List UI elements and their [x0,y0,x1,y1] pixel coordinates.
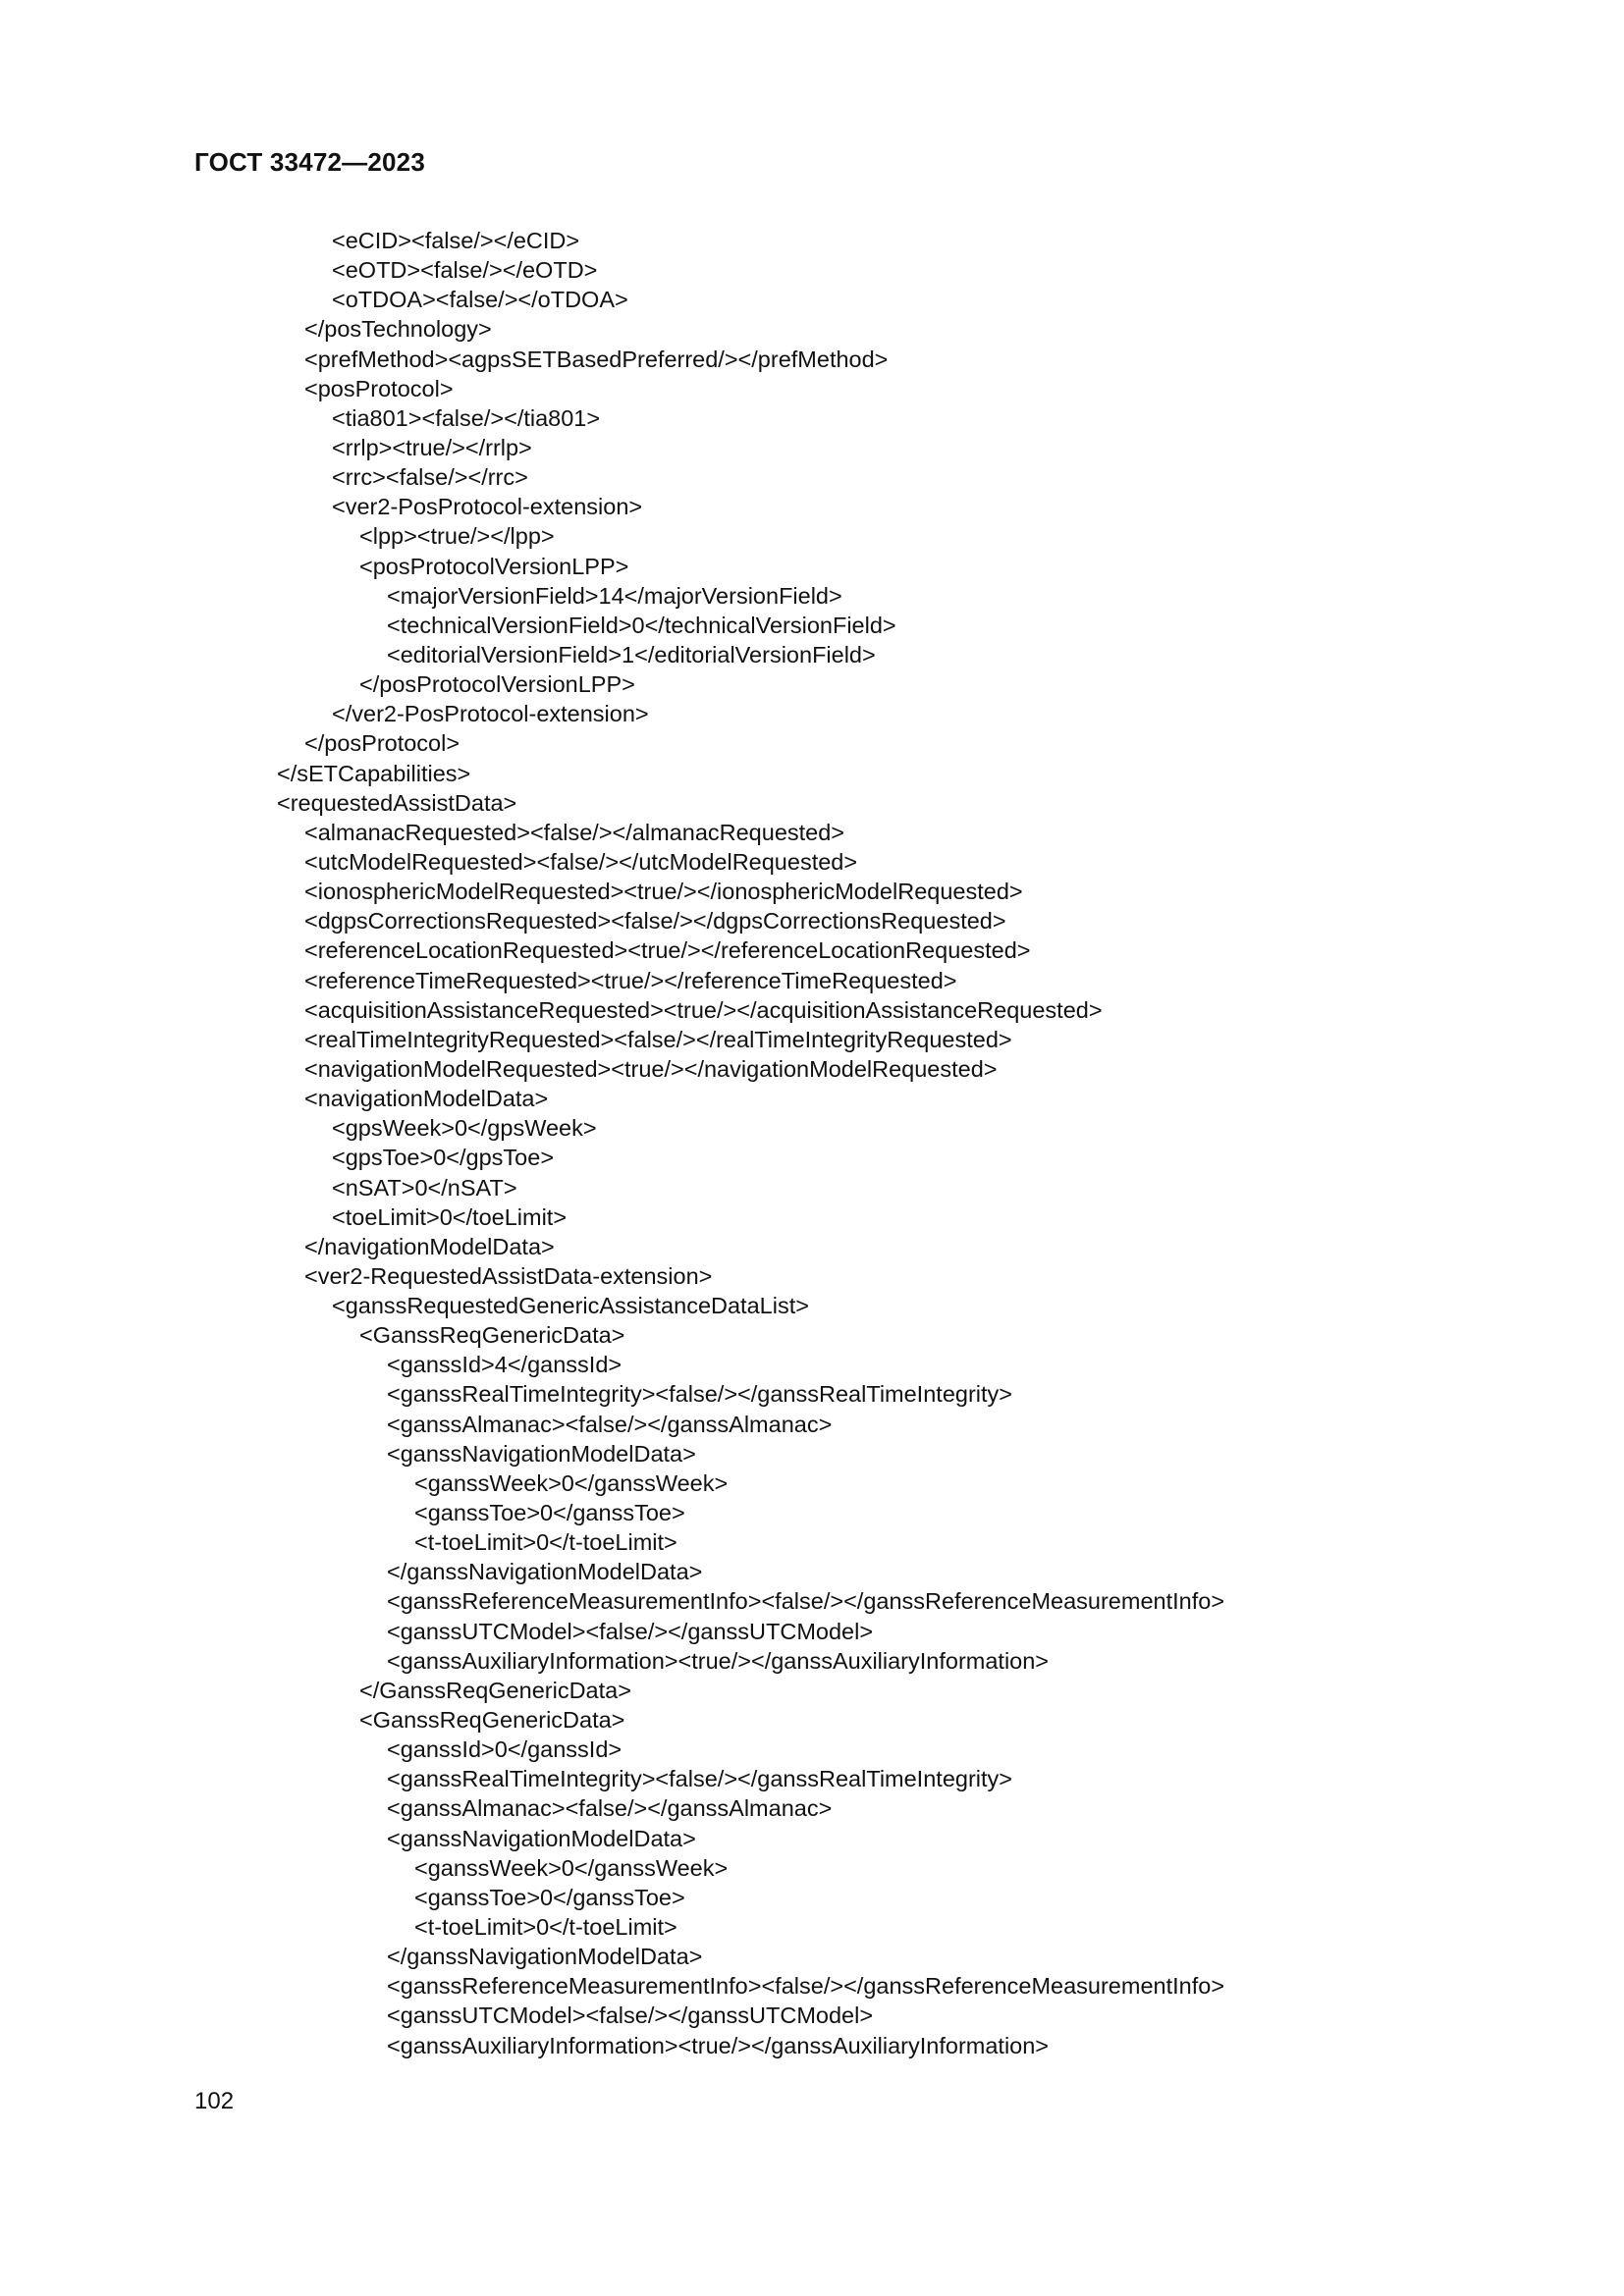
code-line: <navigationModelRequested><true/></navigationModelRequested> [304,1055,998,1082]
code-line: <ganssAlmanac><false/></ganssAlmanac> [387,1795,833,1822]
code-line: </ver2-PosProtocol-extension> [332,701,649,727]
code-line: <oTDOA><false/></oTDOA> [332,287,628,313]
code-line: <majorVersionField>14</majorVersionField> [387,582,842,609]
code-line: <ganssNavigationModelData> [387,1825,696,1851]
code-line: <ganssAuxiliaryInformation><true/></ganssAuxiliaryInformation> [387,1647,1050,1674]
code-line: <posProtocol> [304,375,454,401]
code-line: </GanssReqGenericData> [359,1677,631,1703]
code-line: <almanacRequested><false/></almanacRequested> [304,819,845,845]
code-line: <gpsWeek>0</gpsWeek> [332,1115,597,1142]
code-line: <prefMethod><agpsSETBasedPreferred/></prefMethod> [304,346,889,372]
code-line: <ver2-RequestedAssistData-extension> [304,1262,713,1289]
code-line: <ganssReferenceMeasurementInfo><false/></ganssReferenceMeasurementInfo> [387,1973,1225,2000]
code-line: <ganssId>4</ganssId> [387,1352,623,1378]
code-line: <tia801><false/></tia801> [332,404,601,431]
code-line: </posProtocolVersionLPP> [359,671,635,698]
code-line: <ganssNavigationModelData> [387,1440,696,1467]
code-line: <ganssAuxiliaryInformation><true/></ganssAuxiliaryInformation> [387,2032,1050,2058]
code-line: <referenceLocationRequested><true/></referenceLocationRequested> [304,937,1031,964]
code-line: <ionosphericModelRequested><true/></ionosphericModelRequested> [304,879,1023,905]
code-line: <technicalVersionField>0</technicalVersionField> [387,612,896,638]
code-line: <ganssToe>0</ganssToe> [414,1884,685,1910]
code-line: <eOTD><false/></eOTD> [332,257,598,284]
code-line: </sETCapabilities> [277,760,471,786]
code-line: <ganssUTCModel><false/></ganssUTCModel> [387,2002,874,2029]
code-line: <utcModelRequested><false/></utcModelRequested> [304,848,858,875]
code-line: <ganssUTCModel><false/></ganssUTCModel> [387,1618,874,1644]
code-line: <editorialVersionField>1</editorialVersionField> [387,641,876,667]
code-line: </posTechnology> [304,316,492,343]
code-line: <acquisitionAssistanceRequested><true/></acquisitionAssistanceRequested> [304,996,1103,1023]
code-line: <rrc><false/></rrc> [332,464,528,491]
code-line: <ganssRequestedGenericAssistanceDataList> [332,1293,809,1319]
page-number: 102 [194,2088,235,2114]
code-line: <nSAT>0</nSAT> [332,1174,517,1201]
xml-code-listing [277,226,1224,2060]
code-line: </ganssNavigationModelData> [387,1559,703,1585]
code-line: <rrlp><true/></rrlp> [332,434,532,460]
code-line: <ganssId>0</ganssId> [387,1736,623,1763]
code-line: </posProtocol> [304,730,460,757]
code-line: <ver2-PosProtocol-extension> [332,494,643,520]
code-line: <realTimeIntegrityRequested><false/></realTimeIntegrityRequested> [304,1026,1012,1052]
code-line: <dgpsCorrectionsRequested><false/></dgpsCorrectionsRequested> [304,908,1006,934]
code-line: <gpsToe>0</gpsToe> [332,1145,555,1171]
document-header: ГОСТ 33472—2023 [194,147,425,177]
code-line: <posProtocolVersionLPP> [359,553,629,579]
code-line: <ganssRealTimeIntegrity><false/></ganssRealTimeIntegrity> [387,1766,1013,1792]
code-line: <t-toeLimit>0</t-toeLimit> [414,1529,677,1556]
code-line: <GanssReqGenericData> [359,1322,625,1349]
code-line: <navigationModelData> [304,1086,549,1112]
code-line: </navigationModelData> [304,1233,555,1259]
code-line: <ganssToe>0</ganssToe> [414,1500,685,1526]
code-line: <lpp><true/></lpp> [359,523,555,550]
code-line: <toeLimit>0</toeLimit> [332,1203,568,1230]
code-line: <eCID><false/></eCID> [332,228,580,253]
code-line: <GanssReqGenericData> [359,1707,625,1734]
code-line: <referenceTimeRequested><true/></referenceTimeRequested> [304,967,957,993]
code-line: <ganssReferenceMeasurementInfo><false/></ganssReferenceMeasurementInfo> [387,1588,1225,1615]
code-line: <requestedAssistData> [277,789,517,816]
code-line: <t-toeLimit>0</t-toeLimit> [414,1914,677,1941]
code-line: <ganssRealTimeIntegrity><false/></ganssRealTimeIntegrity> [387,1381,1013,1408]
code-line: <ganssAlmanac><false/></ganssAlmanac> [387,1411,833,1437]
code-line: <ganssWeek>0</ganssWeek> [414,1469,729,1496]
code-line: <ganssWeek>0</ganssWeek> [414,1854,729,1881]
code-line: </ganssNavigationModelData> [387,1944,703,1970]
